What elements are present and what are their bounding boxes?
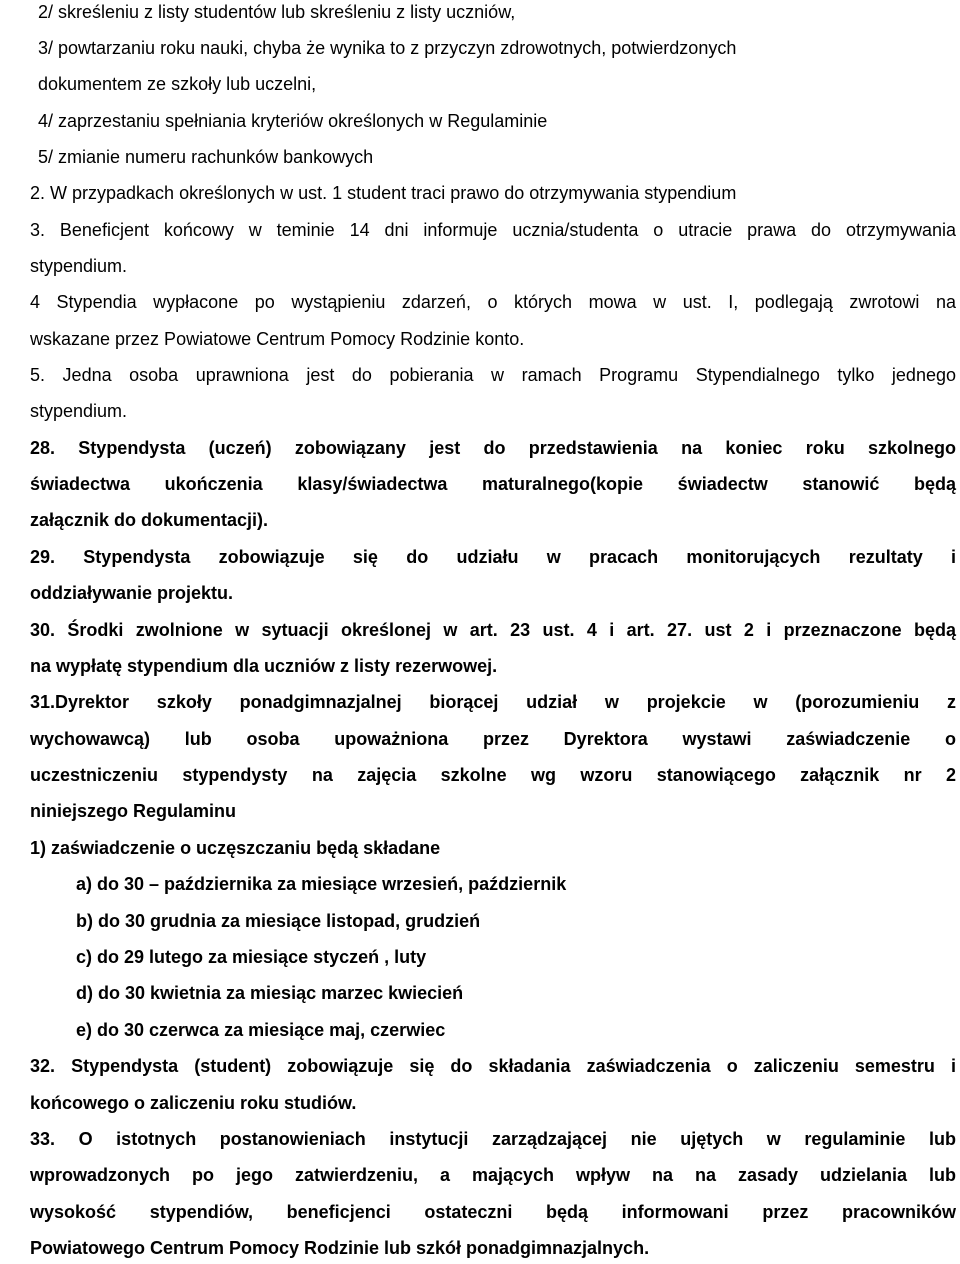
text-line: 30. Środki zwolnione w sytuacji określonej w art. 23 ust. 4 i art. 27. ust 2 i przeznaczone będą xyxy=(30,620,956,640)
text-line: wskazane przez Powiatowe Centrum Pomocy Rodzinie konto. xyxy=(30,329,525,349)
text-line: niniejszego Regulaminu xyxy=(30,801,237,821)
text-line: załącznik do dokumentacji). xyxy=(30,510,269,530)
text-line: 4/ zaprzestaniu spełniania kryteriów określonych w Regulaminie xyxy=(38,111,548,131)
text-line: wprowadzonych po jego zatwierdzeniu, a mających wpływ na na zasady udzielania lub xyxy=(30,1165,956,1185)
text-line: 29. Stypendysta zobowiązuje się do udziału w pracach monitorujących rezultaty i xyxy=(30,547,956,567)
text-line: 32. Stypendysta (student) zobowiązuje się do składania zaświadczenia o zaliczeniu semestru i xyxy=(30,1056,956,1076)
text-line: 3. Beneficjent końcowy w teminie 14 dni informuje ucznia/studenta o utracie prawa do otrzymywania xyxy=(30,220,956,240)
text-line: a) do 30 – października za miesiące wrzesień, październik xyxy=(76,874,567,894)
text-line: 5/ zmianie numeru rachunków bankowych xyxy=(38,147,374,167)
text-line: na wypłatę stypendium dla uczniów z listy rezerwowej. xyxy=(30,656,498,676)
text-line: 4 Stypendia wypłacone po wystąpieniu zdarzeń, o których mowa w ust. I, podlegają zwrotowi na xyxy=(30,292,956,312)
text-line: d) do 30 kwietnia za miesiąc marzec kwiecień xyxy=(76,983,464,1003)
text-line: dokumentem ze szkoły lub uczelni, xyxy=(38,74,317,94)
text-line: 33. O istotnych postanowieniach instytucji zarządzającej nie ujętych w regulaminie lub xyxy=(30,1129,956,1149)
text-line: Powiatowego Centrum Pomocy Rodzinie lub szkół ponadgimnazjalnych. xyxy=(30,1238,650,1258)
text-line: 3/ powtarzaniu roku nauki, chyba że wynika to z przyczyn zdrowotnych, potwierdzonych xyxy=(38,38,737,58)
text-line: stypendium. xyxy=(30,401,128,421)
text-line: e) do 30 czerwca za miesiące maj, czerwiec xyxy=(76,1020,446,1040)
text-line: 31.Dyrektor szkoły ponadgimnazjalnej biorącej udział w projekcie w (porozumieniu z xyxy=(30,692,956,712)
text-line: końcowego o zaliczeniu roku studiów. xyxy=(30,1093,357,1113)
text-line: 2. W przypadkach określonych w ust. 1 student traci prawo do otrzymywania stypendium xyxy=(30,183,737,203)
text-line: 28. Stypendysta (uczeń) zobowiązany jest do przedstawienia na koniec roku szkolnego xyxy=(30,438,956,458)
text-line: 2/ skreśleniu z listy studentów lub skreśleniu z listy uczniów, xyxy=(38,2,516,22)
text-line: b) do 30 grudnia za miesiące listopad, grudzień xyxy=(76,911,481,931)
text-line: uczestniczeniu stypendysty na zajęcia szkolne wg wzoru stanowiącego załącznik nr 2 xyxy=(30,765,956,785)
text-line: wychowawcą) lub osoba upoważniona przez Dyrektora wystawi zaświadczenie o xyxy=(30,729,956,749)
text-line: c) do 29 lutego za miesiące styczeń , luty xyxy=(76,947,427,967)
text-line: 1) zaświadczenie o uczęszczaniu będą składane xyxy=(30,838,441,858)
text-line: świadectwa ukończenia klasy/świadectwa maturalnego(kopie świadectw stanowić będą xyxy=(30,474,956,494)
text-line: wysokość stypendiów, beneficjenci ostateczni będą informowani przez pracowników xyxy=(30,1202,956,1222)
text-line: 5. Jedna osoba uprawniona jest do pobierania w ramach Programu Stypendialnego tylko jednego xyxy=(30,365,956,385)
text-line: stypendium. xyxy=(30,256,128,276)
text-line: oddziaływanie projektu. xyxy=(30,583,234,603)
